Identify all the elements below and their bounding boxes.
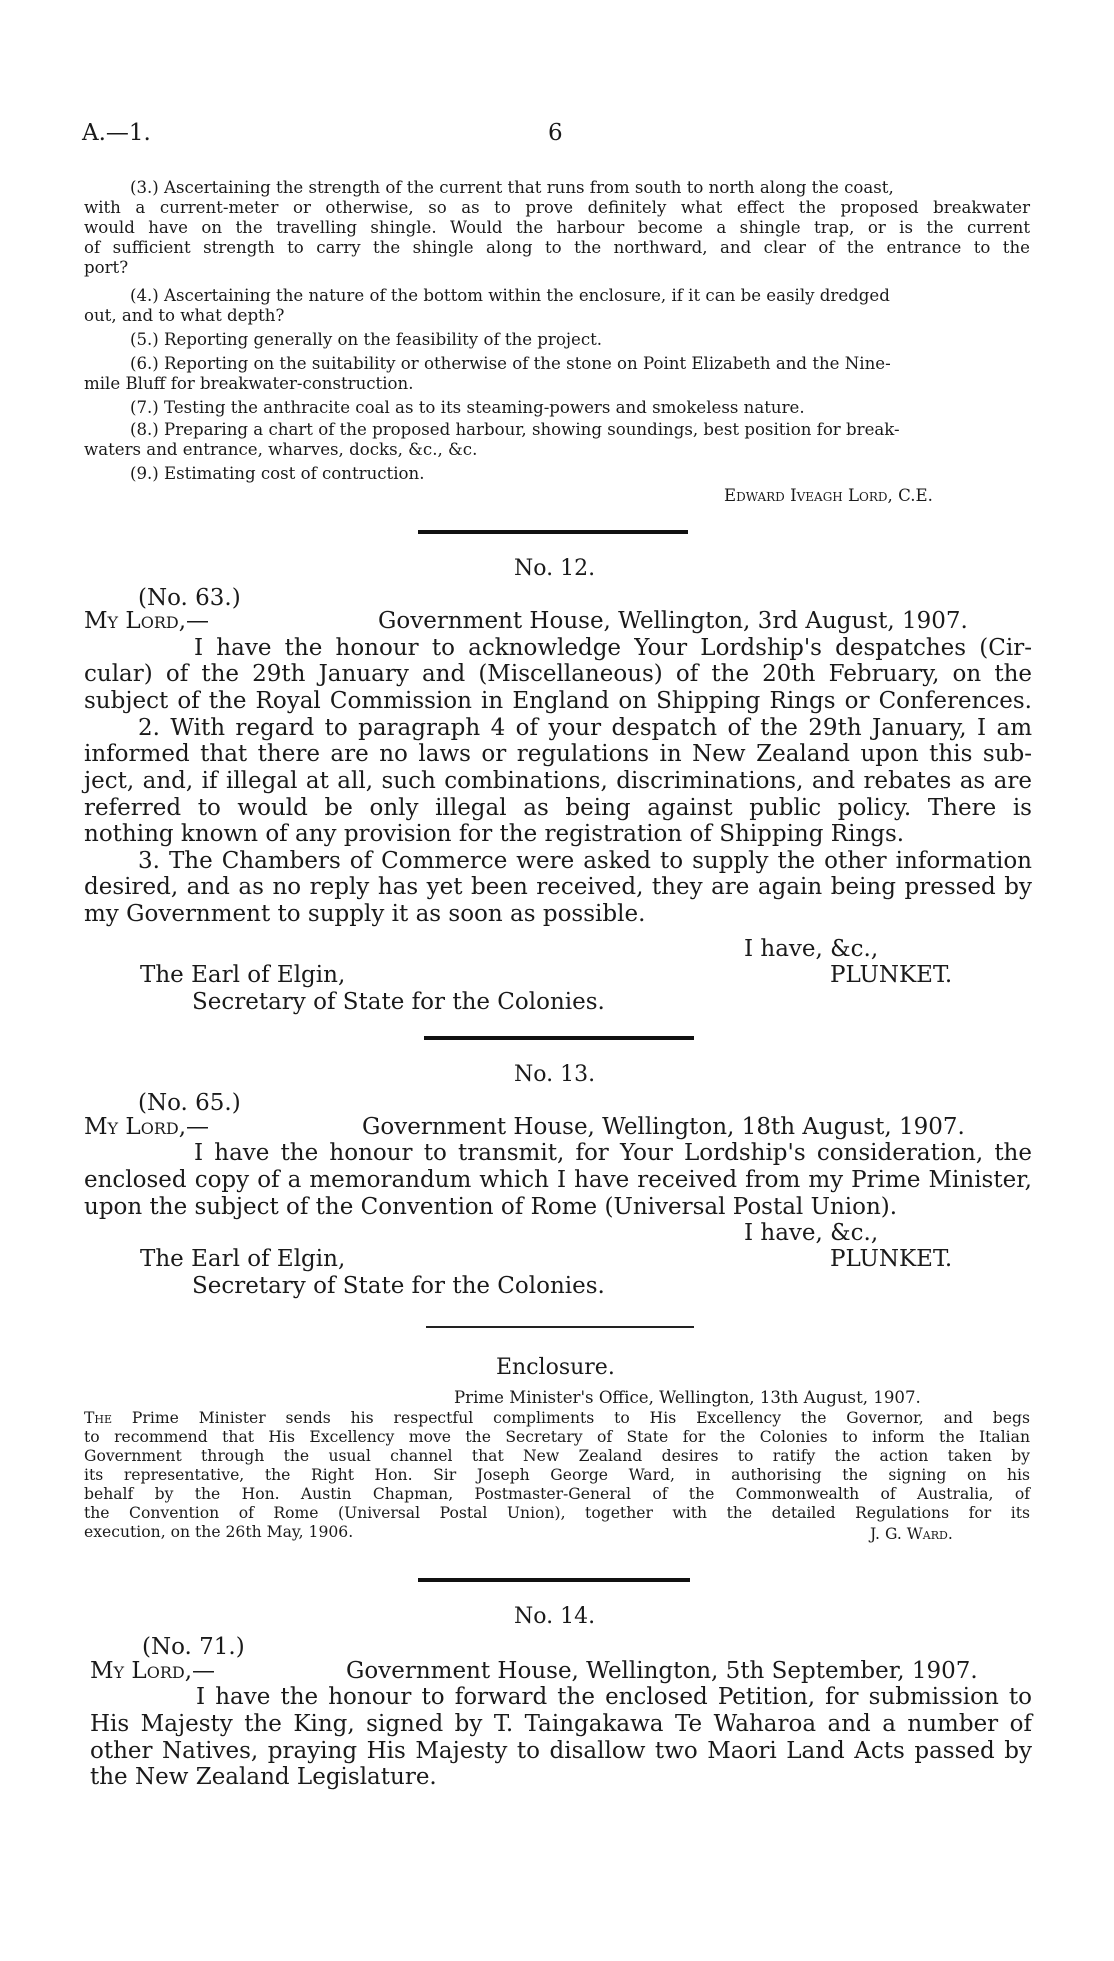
enclosure-place-date: Prime Minister's Office, Wellington, 13th August, 1907. (454, 1388, 921, 1407)
addressee-title: Secretary of State for the Colonies. (192, 1273, 605, 1299)
body-line: 2. With regard to paragraph 4 of your despatch of the 29th January, I am (138, 715, 1032, 741)
enclosure-rule (426, 1326, 694, 1328)
place-date: Government House, Wellington, 3rd August, 1907. (378, 608, 968, 634)
report-line: (9.) Estimating cost of contruction. (130, 464, 425, 483)
body-line: referred to would be only illegal as being against public policy. There is (84, 795, 1032, 821)
enclosure-line: behalf by the Hon. Austin Chapman, Postmaster-General of the Commonwealth of Australia, of (84, 1485, 1030, 1503)
place-date: Government House, Wellington, 18th August, 1907. (362, 1114, 965, 1140)
page-number: 6 (548, 120, 563, 146)
letter-heading: No. 14. (514, 1604, 596, 1629)
report-line: (3.) Ascertaining the strength of the current that runs from south to north along the coast, (130, 178, 894, 197)
report-line: (4.) Ascertaining the nature of the bottom within the enclosure, if it can be easily dredged (130, 286, 890, 305)
enclosure-heading: Enclosure. (496, 1355, 615, 1380)
closing: I have, &c., (744, 936, 879, 962)
enclosure-line: execution, on the 26th May, 1906. (84, 1523, 354, 1541)
body-line: cular) of the 29th January and (Miscellaneous) of the 20th February, on the (84, 661, 1032, 687)
place-date: Government House, Wellington, 5th September, 1907. (346, 1658, 978, 1684)
report-line: (7.) Testing the anthracite coal as to its steaming-powers and smokeless nature. (130, 398, 805, 417)
despatch-number: (No. 65.) (138, 1090, 241, 1116)
enclosure-line (84, 1409, 1030, 1428)
body-line: my Government to supply it as soon as possible. (84, 901, 646, 927)
body-line: desired, and as no reply has yet been received, they are again being pressed by (84, 874, 1032, 900)
section-rule (424, 1036, 694, 1040)
body-line: I have the honour to acknowledge Your Lordship's despatches (Cir- (194, 635, 1032, 661)
body-line: I have the honour to transmit, for Your Lordship's consideration, the (194, 1140, 1032, 1166)
despatch-number: (No. 71.) (142, 1634, 245, 1660)
section-rule (418, 530, 688, 534)
body-line: 3. The Chambers of Commerce were asked to supply the other information (138, 848, 1032, 874)
report-line: (5.) Reporting generally on the feasibility of the project. (130, 330, 603, 349)
enclosure-lead-word: The (84, 1409, 113, 1427)
closing: I have, &c., (744, 1220, 879, 1246)
body-line: His Majesty the King, signed by T. Taingakawa Te Waharoa and a number of (90, 1711, 1032, 1737)
body-line: ject, and, if illegal at all, such combinations, discriminations, and rebates as are (84, 768, 1032, 794)
salutation: My Lord,— (84, 1114, 210, 1140)
body-line: informed that there are no laws or regulations in New Zealand upon this sub- (84, 741, 1032, 767)
body-line: the New Zealand Legislature. (90, 1764, 437, 1790)
enclosure-line: the Convention of Rome (Universal Postal Union), together with the detailed Regulations for its (84, 1504, 1030, 1522)
salutation: My Lord,— (84, 608, 210, 634)
page-reference: A.—1. (82, 120, 151, 146)
report-line: waters and entrance, wharves, docks, &c., &c. (84, 440, 478, 459)
enclosure-line-text: Prime Minister sends his respectful compliments to His Excellency the Governor, and begs (131, 1409, 1030, 1427)
letter-heading: No. 12. (514, 556, 596, 581)
addressee: The Earl of Elgin, (140, 962, 346, 988)
signature: PLUNKET. (830, 962, 953, 988)
salutation: My Lord,— (90, 1658, 216, 1684)
report-signature: Edward Iveagh Lord, C.E. (724, 486, 933, 505)
enclosure-line: its representative, the Right Hon. Sir Joseph George Ward, in authorising the signing on his (84, 1466, 1030, 1484)
addressee: The Earl of Elgin, (140, 1246, 346, 1272)
signature: PLUNKET. (830, 1246, 953, 1272)
letter-heading: No. 13. (514, 1062, 596, 1087)
enclosure-line: to recommend that His Excellency move the Secretary of State for the Colonies to inform the Italian (84, 1428, 1030, 1446)
report-line: with a current-meter or otherwise, so as to prove definitely what effect the proposed breakwater (84, 198, 1030, 217)
section-rule (418, 1578, 690, 1582)
addressee-title: Secretary of State for the Colonies. (192, 989, 605, 1015)
report-line: mile Bluff for breakwater-construction. (84, 374, 414, 393)
report-line: out, and to what depth? (84, 306, 285, 325)
enclosure-signature: J. G. Ward. (870, 1525, 953, 1543)
body-line: subject of the Royal Commission in England on Shipping Rings or Conferences. (84, 688, 1032, 714)
report-line: (6.) Reporting on the suitability or otherwise of the stone on Point Elizabeth and the Nine- (130, 354, 891, 373)
despatch-number: (No. 63.) (138, 585, 241, 611)
body-line: other Natives, praying His Majesty to disallow two Maori Land Acts passed by (90, 1738, 1032, 1764)
enclosure-line: Government through the usual channel that New Zealand desires to ratify the action taken by (84, 1447, 1030, 1465)
body-line: nothing known of any provision for the registration of Shipping Rings. (84, 821, 905, 847)
report-line: port? (84, 258, 129, 277)
report-line: (8.) Preparing a chart of the proposed harbour, showing soundings, best position for break- (130, 420, 900, 439)
report-line: would have on the travelling shingle. Would the harbour become a shingle trap, or is the current (84, 218, 1030, 237)
body-line: enclosed copy of a memorandum which I have received from my Prime Minister, (84, 1167, 1032, 1193)
report-line: of sufficient strength to carry the shingle along to the northward, and clear of the entrance to the (84, 238, 1030, 257)
body-line: upon the subject of the Convention of Rome (Universal Postal Union). (84, 1194, 898, 1220)
body-line: I have the honour to forward the enclosed Petition, for submission to (196, 1684, 1032, 1710)
